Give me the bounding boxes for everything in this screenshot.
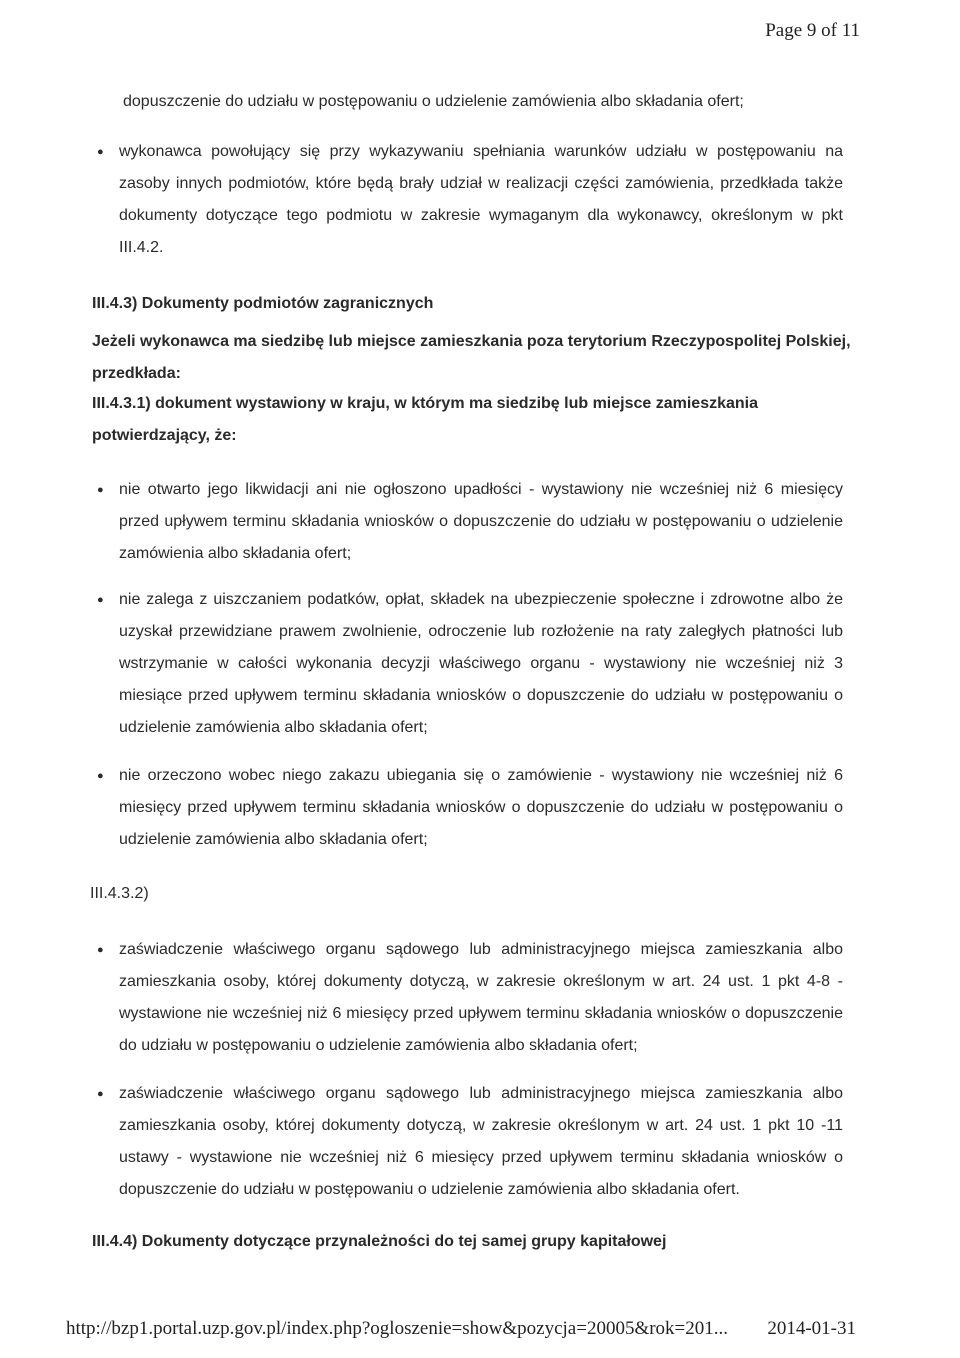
list-item-text: zaświadczenie właściwego organu sądowego lub administracyjnego miejsca zamieszkania albo zamieszkania osoby, której dokumenty dotyczą, w zakresie określonym w art. 24 ust. 1 pkt 10 -11 ustawy - wystawione nie wcześniej niż 6 miesięcy przed upływem terminu składania wniosków o dopuszczenie do udziału w postępowaniu o udzielenie zamówienia albo składania ofert.	[119, 1085, 843, 1198]
bullet-dot-icon: ●	[97, 594, 104, 606]
bullet-dot-icon: ●	[97, 944, 104, 956]
section-label-4332: III.4.3.2)	[90, 885, 149, 902]
list-item-text: nie orzeczono wobec niego zakazu ubiegania się o zamówienie - wystawiony nie wcześniej niż 6 miesięcy przed upływem terminu składania wniosków o dopuszczenie do udziału w postępowaniu o udzielenie zamówienia albo składania ofert;	[119, 767, 843, 848]
section-heading-4331: III.4.3.1) dokument wystawiony w kraju, w którym ma siedzibę lub miejsce zamieszkania potwierdzający, że:	[92, 395, 759, 444]
list-item-text: nie otwarto jego likwidacji ani nie ogłoszono upadłości - wystawiony nie wcześniej niż 6 miesięcy przed upływem terminu składania wniosków o dopuszczenie do udziału w postępowaniu o udzielenie zamówienia albo składania ofert;	[119, 481, 843, 562]
list-item-certificate-1	[97, 934, 843, 1062]
list-item-ban	[97, 760, 843, 856]
list-item-certificate-2	[97, 1078, 843, 1206]
footer-date: 2014-01-31	[767, 1318, 856, 1339]
list-item-text: wykonawca powołujący się przy wykazywaniu spełniania warunków udziału w postępowaniu na zasoby innych podmiotów, które będą brały udział w realizacji części zamówienia, przedkłada także dokumenty dotyczące tego podmiotu w zakresie wymaganym dla wykonawcy, określonym w pkt III.4.2.	[119, 143, 843, 256]
list-item-text: zaświadczenie właściwego organu sądowego lub administracyjnego miejsca zamieszkania albo zamieszkania osoby, której dokumenty dotyczą, w zakresie określonym w art. 24 ust. 1 pkt 4-8 - wystawione nie wcześniej niż 6 miesięcy przed upływem terminu składania wniosków o dopuszczenie do udziału w postępowaniu o udzielenie zamówienia albo składania ofert;	[119, 941, 843, 1054]
continuation-paragraph: dopuszczenie do udziału w postępowaniu o udzielenie zamówienia albo składania ofert;	[123, 93, 744, 110]
list-item-taxes	[97, 584, 843, 744]
list-item-resources	[97, 136, 843, 264]
section-heading-433: III.4.3) Dokumenty podmiotów zagranicznych	[92, 295, 434, 312]
page-number: Page 9 of 11	[765, 20, 860, 41]
page-footer	[66, 1318, 856, 1340]
section-intro-433: Jeżeli wykonawca ma siedzibę lub miejsce zamieszkania poza terytorium Rzeczypospolitej Polskiej, przedkłada:	[92, 333, 851, 382]
section-heading-434: III.4.4) Dokumenty dotyczące przynależności do tej samej grupy kapitałowej	[92, 1233, 667, 1250]
footer-url: http://bzp1.portal.uzp.gov.pl/index.php?ogloszenie=show&pozycja=20005&rok=201...	[66, 1318, 729, 1339]
bullet-dot-icon: ●	[97, 146, 104, 158]
list-item-text: nie zalega z uiszczaniem podatków, opłat, składek na ubezpieczenie społeczne i zdrowotne albo że uzyskał przewidziane prawem zwolnienie, odroczenie lub rozłożenie na raty zaległych płatności lub wstrzymanie w całości wykonania decyzji właściwego organu - wystawiony nie wcześniej niż 3 miesiące przed upływem terminu składania wniosków o dopuszczenie do udziału w postępowaniu o udzielenie zamówienia albo składania ofert;	[119, 591, 843, 736]
bullet-dot-icon: ●	[97, 484, 104, 496]
bullet-dot-icon: ●	[97, 770, 104, 782]
list-item-liquidation	[97, 474, 843, 570]
bullet-dot-icon: ●	[97, 1088, 104, 1100]
